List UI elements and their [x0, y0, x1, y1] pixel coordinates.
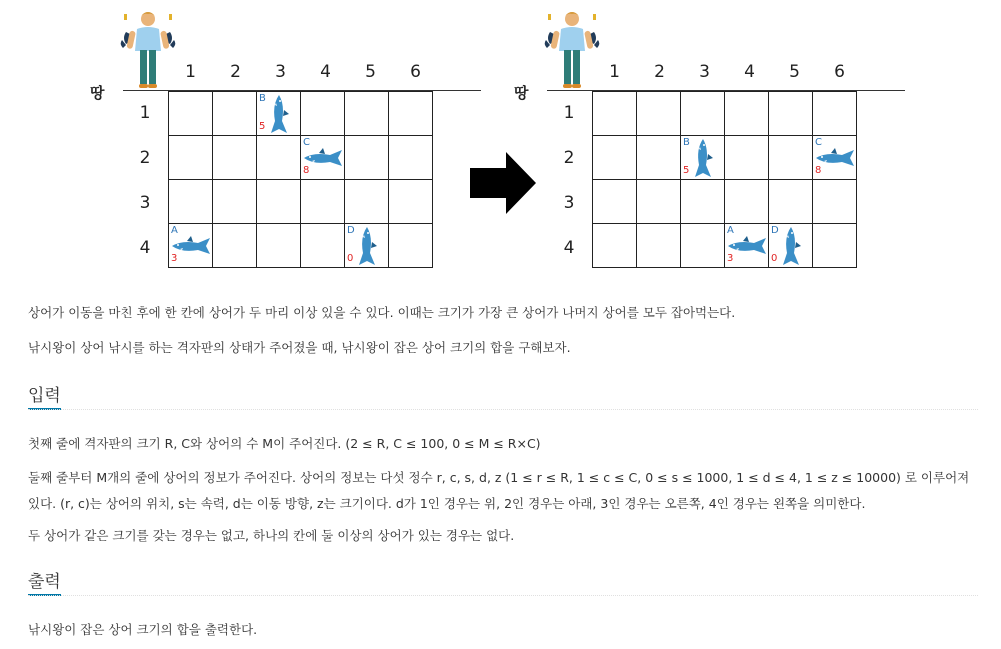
column-label: 4	[744, 62, 755, 82]
ground-label: 땅	[90, 84, 105, 102]
column-label: 3	[699, 62, 710, 82]
grid-cell	[592, 223, 637, 268]
heading-divider	[28, 595, 978, 597]
grid-cell	[212, 135, 257, 180]
output-heading: 출력	[28, 572, 61, 592]
row-label: 2	[139, 148, 151, 168]
description-paragraph: 상어가 이동을 마친 후에 한 칸에 상어가 두 마리 이상 있을 수 있다. 이때는 크기가 가장 큰 상어가 나머지 상어를 모두 잡아먹는다.	[28, 305, 736, 320]
grid-cell	[636, 179, 681, 224]
row-label: 1	[563, 103, 575, 123]
grid-cell	[256, 179, 301, 224]
shark-size: 0	[347, 253, 354, 264]
shark-size: 0	[771, 253, 778, 264]
fisherman-king-icon	[120, 10, 176, 96]
column-label: 2	[230, 62, 241, 82]
column-label: 4	[320, 62, 331, 82]
grid-cell	[592, 135, 637, 180]
input-paragraph: 두 상어가 같은 크기를 갖는 경우는 없고, 하나의 칸에 둘 이상의 상어가 있는 경우는 없다.	[28, 528, 515, 543]
shark-letter: D	[771, 225, 779, 236]
grid-cell	[300, 179, 345, 224]
column-label: 3	[275, 62, 286, 82]
heading-divider	[28, 409, 978, 411]
shark-icon	[356, 225, 378, 271]
shark-icon	[780, 225, 802, 271]
row-label: 4	[139, 238, 151, 258]
grid-cell	[812, 179, 857, 224]
grid-cell	[680, 223, 725, 268]
row-label: 3	[139, 193, 151, 213]
input-heading: 입력	[28, 386, 61, 406]
grid-cell	[724, 91, 769, 136]
shark-icon	[692, 137, 714, 183]
grid-cell	[212, 91, 257, 136]
column-label: 1	[185, 62, 196, 82]
grid-cell	[680, 91, 725, 136]
grid-cell	[212, 179, 257, 224]
shark-size: 8	[303, 165, 310, 176]
column-label: 2	[654, 62, 665, 82]
grid-cell	[388, 135, 433, 180]
shark-letter: C	[303, 137, 310, 148]
column-label: 6	[410, 62, 421, 82]
grid-cell	[344, 135, 389, 180]
grid-cell	[212, 223, 257, 268]
grid-cell	[812, 223, 857, 268]
grid-cell	[768, 135, 813, 180]
row-label: 2	[563, 148, 575, 168]
problem-figure	[0, 0, 1001, 285]
grid-cell	[812, 91, 857, 136]
shark-letter: B	[259, 93, 266, 104]
fisherman-king-icon	[544, 10, 600, 96]
row-label: 3	[563, 193, 575, 213]
grid-cell	[256, 135, 301, 180]
grid-cell	[724, 135, 769, 180]
grid-cell	[636, 135, 681, 180]
grid-cell	[680, 179, 725, 224]
column-label: 1	[609, 62, 620, 82]
grid-cell	[300, 91, 345, 136]
shark-size: 3	[171, 253, 178, 264]
grid-cell	[168, 135, 213, 180]
shark-letter: D	[347, 225, 355, 236]
grid-cell	[168, 91, 213, 136]
grid-cell	[256, 223, 301, 268]
description-paragraph: 낚시왕이 상어 낚시를 하는 격자판의 상태가 주어졌을 때, 낚시왕이 잡은 상어 크기의 합을 구해보자.	[28, 340, 571, 355]
input-paragraph: 둘째 줄부터 M개의 줄에 상어의 정보가 주어진다. 상어의 정보는 다섯 정수 r, c, s, d, z (1 ≤ r ≤ R, 1 ≤ c ≤ C, 0 ≤ s ≤ 1000, 1 ≤ d ≤ 4, 1 ≤ z ≤ 10000) 로 이루어져 있다. (r, c)는 상어의 위치, s는 속력, d는 이동 방향, z는 크기이다. d가 1인 경우는 위, 2인 경우는 아래, 3인 경우는 오른쪽, 4인 경우는 왼쪽을 의미한다.	[28, 470, 970, 511]
shark-letter: A	[727, 225, 734, 236]
grid-cell	[388, 223, 433, 268]
shark-size: 5	[259, 121, 266, 132]
grid-cell	[724, 179, 769, 224]
grid-cell	[592, 179, 637, 224]
shark-letter: B	[683, 137, 690, 148]
grid-cell	[768, 91, 813, 136]
grid-cell	[768, 179, 813, 224]
column-label: 5	[789, 62, 800, 82]
shark-letter: C	[815, 137, 822, 148]
grid-cell	[592, 91, 637, 136]
grid-cell	[388, 179, 433, 224]
shark-size: 3	[727, 253, 734, 264]
row-label: 4	[563, 238, 575, 258]
output-paragraph: 낚시왕이 잡은 상어 크기의 합을 출력한다.	[28, 622, 258, 637]
right-arrow-icon	[470, 152, 536, 214]
ground-label: 땅	[514, 84, 529, 102]
shark-size: 5	[683, 165, 690, 176]
column-label: 5	[365, 62, 376, 82]
grid-cell	[388, 91, 433, 136]
shark-letter: A	[171, 225, 178, 236]
column-label: 6	[834, 62, 845, 82]
grid-cell	[636, 223, 681, 268]
input-paragraph: 첫째 줄에 격자판의 크기 R, C와 상어의 수 M이 주어진다. (2 ≤ R, C ≤ 100, 0 ≤ M ≤ R×C)	[28, 436, 541, 451]
grid-cell	[636, 91, 681, 136]
grid-cell	[168, 179, 213, 224]
shark-size: 8	[815, 165, 822, 176]
grid-cell	[300, 223, 345, 268]
shark-icon	[268, 93, 290, 139]
grid-cell	[344, 179, 389, 224]
grid-cell	[344, 91, 389, 136]
row-label: 1	[139, 103, 151, 123]
